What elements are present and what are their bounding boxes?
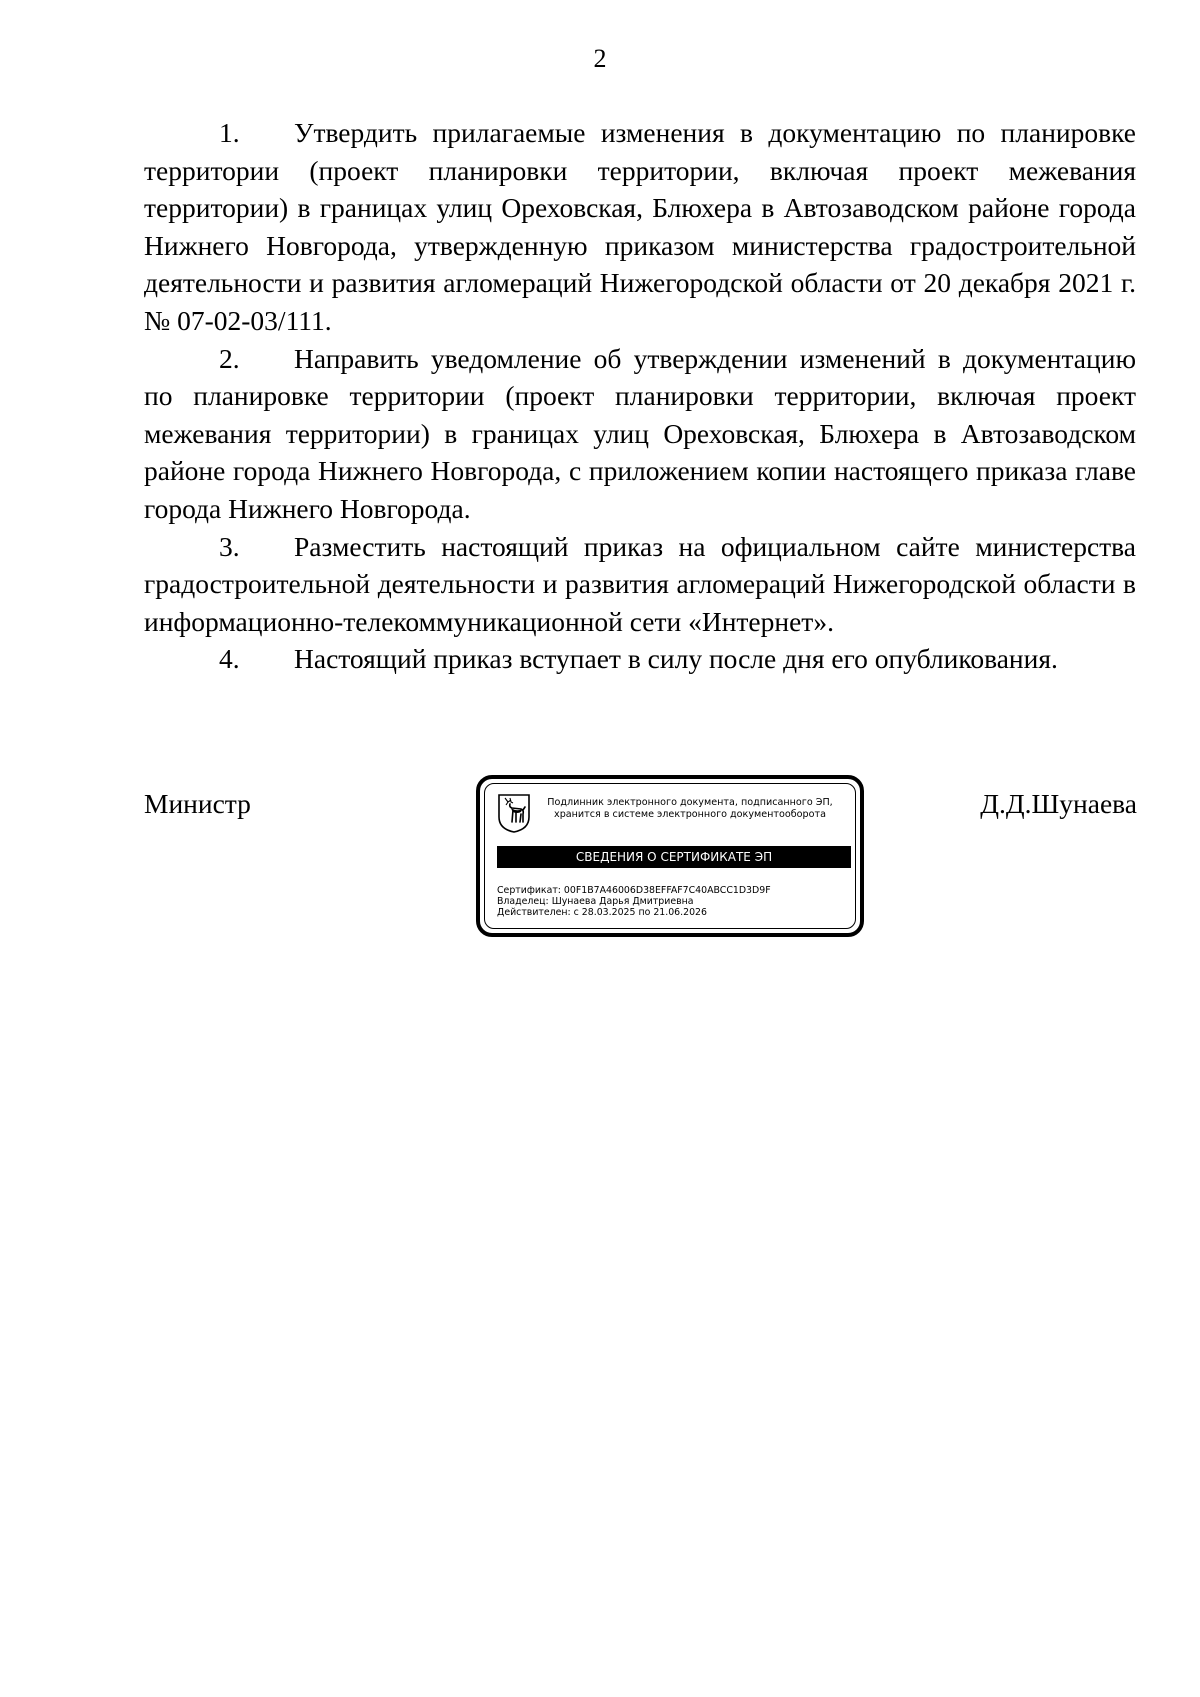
paragraph-text: Утвердить прилагаемые изменения в документацию по планировке территории (проект планировки территории, включая проект межевания территории) в границах улиц Ореховская, Блюхера в Автозаводском районе города Нижнего Новгорода, утвержденную приказом министерства градостроительной деятельности и развития агломераций Нижегородской области от 20 декабря 2021 г. № 07-02-03/111. [144, 117, 1136, 336]
nizhny-novgorod-deer-emblem-icon [497, 793, 531, 833]
paragraph-4 [144, 640, 1136, 678]
paragraph-text: Разместить настоящий приказ на официальном сайте министерства градостроительной деятельности и развития агломераций Нижегородской области в информационно-телекоммуникационной сети «Интернет». [144, 530, 1136, 637]
electronic-signature-stamp [476, 775, 864, 937]
stamp-title-bar: СВЕДЕНИЯ О СЕРТИФИКАТЕ ЭП [497, 846, 851, 868]
stamp-header-line: Подлинник электронного документа, подписанного ЭП, [547, 797, 833, 808]
paragraph-3 [144, 528, 1136, 641]
stamp-header [532, 797, 848, 821]
paragraph-number: 3. [219, 530, 240, 562]
paragraph-number: 1. [219, 117, 240, 148]
stamp-certificate-details [497, 885, 771, 918]
signer-name: Д.Д.Шунаева [980, 788, 1137, 819]
signer-position: Министр [144, 788, 251, 819]
page-number: 2 [593, 44, 607, 73]
paragraph-text: Направить уведомление об утверждении изменений в документацию по планировке территории (проект планировки территории, включая проект межевания территории) в границах улиц Ореховская, Блюхера в Автозаводском районе города Нижнего Новгорода, с приложением копии настоящего приказа главе города Нижнего Новгорода. [144, 342, 1136, 524]
certificate-owner: Владелец: Шунаева Дарья Дмитриевна [497, 896, 694, 907]
certificate-validity: Действителен: с 28.03.2025 по 21.06.2026 [497, 907, 707, 918]
paragraph-text: Настоящий приказ вступает в силу после дня его опубликования. [294, 643, 1058, 675]
paragraph-number: 2. [219, 342, 240, 374]
paragraph-2 [144, 340, 1136, 528]
certificate-number: Сертификат: 00F1B7A46006D38EFFAF7C40ABCC1D3D9F [497, 885, 771, 896]
paragraph-number: 4. [219, 643, 240, 675]
document-body [144, 114, 1136, 678]
stamp-header-line: хранится в системе электронного документооборота [554, 809, 826, 820]
paragraph-1 [144, 114, 1136, 340]
